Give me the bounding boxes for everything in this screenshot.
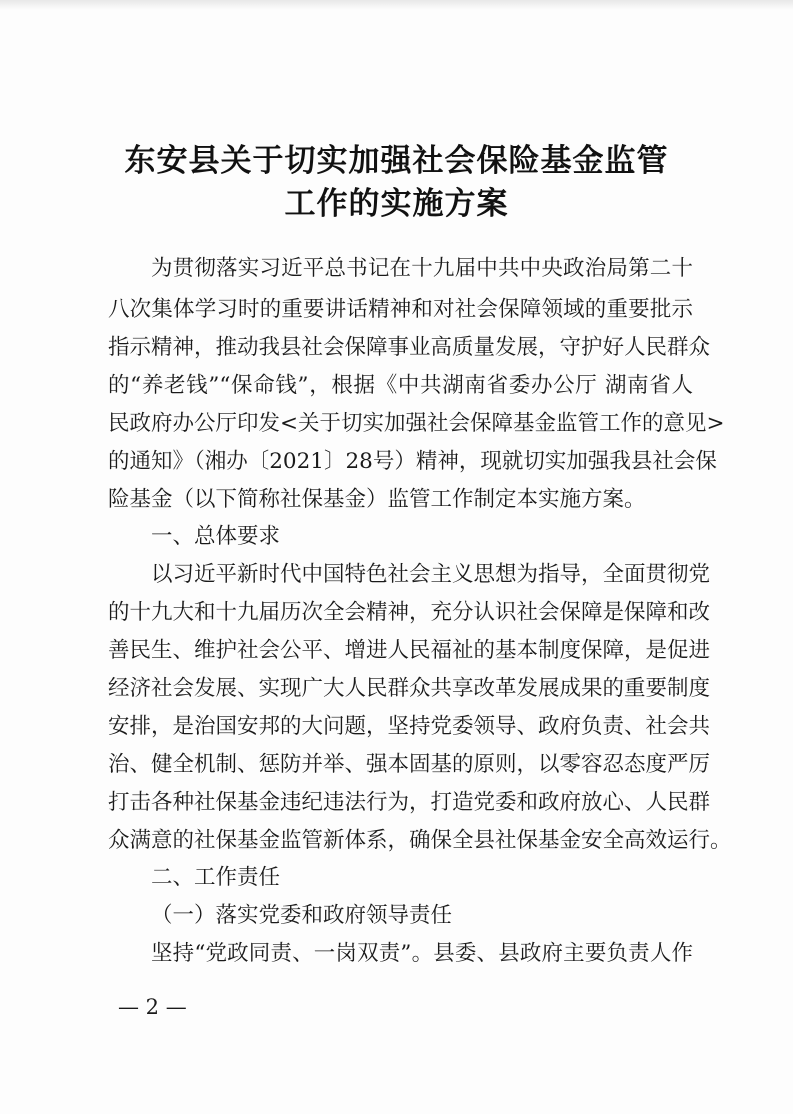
- subsection-heading: （一）落实党委和政府领导责任: [151, 903, 453, 928]
- section1-paragraph-line: 善民生、维护社会公平、增进人民福祉的基本制度保障，是促进: [108, 638, 711, 663]
- intro-paragraph-line: 八次集体学习时的重要讲话精神和对社会保障领域的重要批示: [108, 297, 693, 322]
- document-title-line-1: 东安县关于切实加强社会保险基金监管: [124, 143, 669, 179]
- intro-paragraph-line: 指示精神，推动我县社会保障事业高质量发展，守护好人民群众: [108, 335, 711, 360]
- intro-paragraph-line: 为贯彻落实习近平总书记在十九届中共中央政治局第二十: [151, 256, 693, 281]
- section1-paragraph-line: 治、健全机制、惩防并举、强本固基的原则，以零容忍态度严厉: [108, 752, 711, 777]
- section-heading-general-requirements: 一、总体要求: [151, 524, 281, 549]
- section1-paragraph-line: 经济社会发展、实现广大人民群众共享改革发展成果的重要制度: [108, 676, 711, 701]
- section-heading-work-responsibility: 二、工作责任: [151, 865, 281, 890]
- section2-paragraph-line: 坚持“党政同责、一岗双责”。县委、县政府主要负责人作: [151, 941, 693, 966]
- page-number: — 2 —: [118, 995, 187, 1019]
- section1-paragraph-line: 以习近平新时代中国特色社会主义思想为指导，全面贯彻党: [151, 562, 711, 587]
- document-title-line-2: 工作的实施方案: [284, 186, 509, 222]
- intro-paragraph-line: 的通知》（湘办〔2021〕28号）精神，现就切实加强我县社会保: [108, 449, 717, 474]
- intro-paragraph-line: 民政府办公厅印发<关于切实加强社会保障基金监管工作的意见>: [108, 411, 725, 436]
- section1-paragraph-line: 众满意的社保基金监管新体系，确保全县社保基金安全高效运行。: [108, 828, 732, 853]
- section1-paragraph-line: 打击各种社保基金违纪违法行为，打造党委和政府放心、人民群: [108, 790, 711, 815]
- section1-paragraph-line: 的十九大和十九届历次全会精神，充分认识社会保障是保障和改: [108, 600, 711, 625]
- intro-paragraph-line: 险基金（以下简称社保基金）监管工作制定本实施方案。: [108, 487, 646, 512]
- section1-paragraph-line: 安排，是治国安邦的大问题，坚持党委领导、政府负责、社会共: [108, 714, 711, 739]
- intro-paragraph-line: 的“养老钱”“保命钱”，根据《中共湖南省委办公厅 湖南省人: [108, 373, 693, 398]
